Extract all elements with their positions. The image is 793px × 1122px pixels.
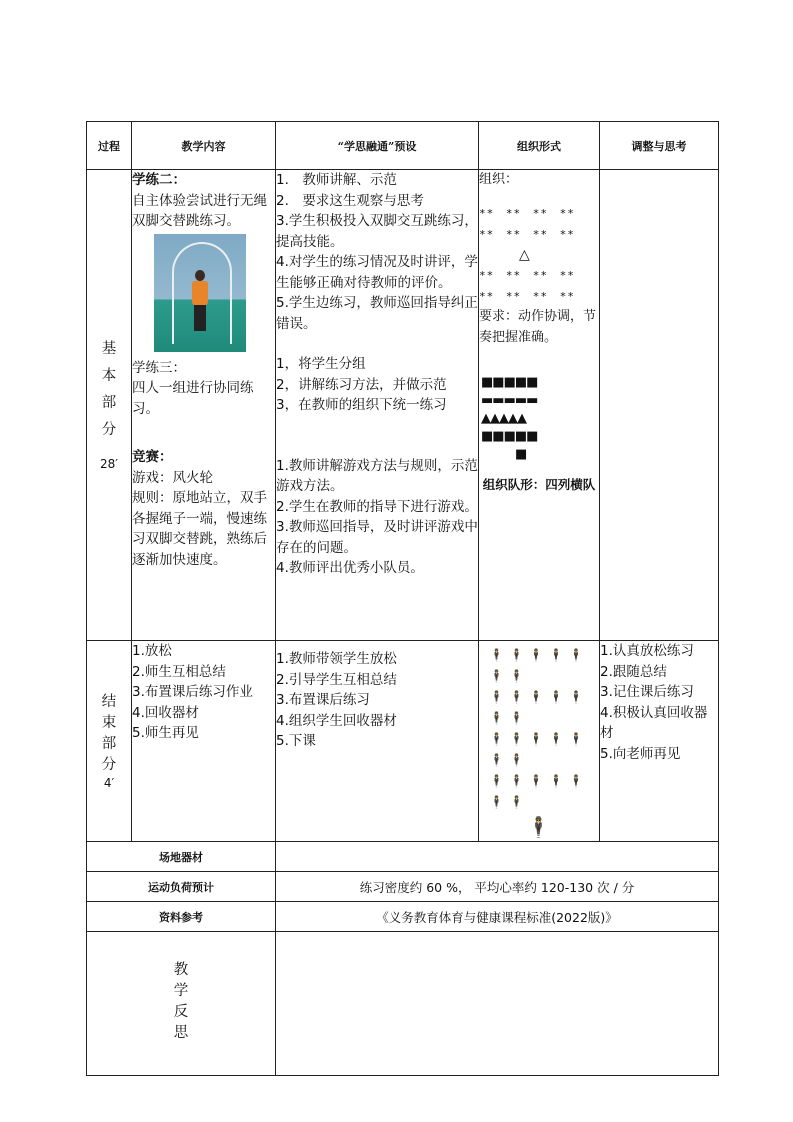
- end-preset-item: 1.教师带领学生放松: [276, 651, 397, 667]
- student-row: ** ** ** **: [479, 206, 575, 220]
- teacher-triangle-icon: △: [519, 246, 530, 263]
- end-section-row: [87, 641, 719, 842]
- end-organization-cell: [479, 641, 600, 842]
- basic-content-cell: [132, 170, 276, 641]
- organization-title: 组织：: [479, 172, 519, 187]
- end-reflection-cell: [600, 641, 719, 842]
- teaching-reflection-row: [87, 932, 719, 1076]
- load-value: 练习密度约 60 %， 平均心率约 120-130 次 / 分: [276, 872, 719, 902]
- practice3-desc: 四人一组进行协同练习。: [132, 380, 254, 417]
- end-item: 3.布置课后练习作业: [132, 684, 253, 700]
- game-name: 游戏：风火轮: [132, 469, 213, 486]
- label-char: 学: [173, 983, 189, 999]
- label-char: 结: [101, 694, 117, 710]
- end-preset-item: 3.布置课后练习: [276, 692, 370, 708]
- triangle-row-icon: ▲▲▲▲▲: [481, 411, 526, 426]
- basic-section-row: [87, 170, 719, 641]
- teaching-reflection-value: [276, 932, 719, 1076]
- end-reflection-item: 2.跟随总结: [600, 663, 667, 680]
- preset-item: 2. 要求这生观察与思考: [276, 192, 424, 209]
- student-row: ** ** ** **: [479, 227, 575, 241]
- teaching-reflection-label: [87, 932, 276, 1076]
- basic-section-label: [87, 170, 132, 641]
- game-rules: 规则：原地站立，双手各握绳子一端，慢速练习双脚交替跳，熟练后逐渐加快速度。: [132, 490, 267, 568]
- label-char: 基: [101, 341, 117, 357]
- label-char: 分: [101, 422, 117, 438]
- end-section-label: [87, 641, 132, 842]
- label-char: 反: [173, 1004, 189, 1020]
- label-char: 部: [101, 395, 117, 411]
- preset-item: 3.学生积极投入双脚交互跳练习，提高技能。: [276, 213, 478, 250]
- teacher-square-icon: ■: [515, 447, 528, 462]
- reference-value: 《义务教育体育与健康课程标准(2022版)》: [276, 902, 719, 932]
- basic-adjustment-cell: [600, 170, 719, 641]
- preset-item: 3.教师巡回指导，及时讲评游戏中存在的问题。: [276, 519, 478, 556]
- preset-item: 1. 教师讲解、示范: [276, 172, 397, 188]
- end-content-cell: [132, 641, 276, 842]
- basic-organization-cell: [479, 170, 600, 641]
- organization-requirement: 要求：动作协调，节奏把握准确。: [479, 309, 597, 345]
- preset-item: 5.学生边练习，教师巡回指导纠正错误。: [276, 295, 478, 332]
- preset-item: 4.教师评出优秀小队员。: [276, 560, 424, 576]
- person-row-icon: 🕴🕴🕴🕴🕴🕴🕴: [489, 774, 589, 809]
- venue-row: [87, 842, 719, 872]
- practice2-title: 学练二：: [132, 172, 186, 188]
- header-adjustment: 调整与思考: [600, 122, 719, 170]
- teacher-person-icon: 🕴: [526, 815, 551, 839]
- rope-jump-photo: [154, 234, 246, 352]
- end-reflection-item: 5.向老师再见: [600, 745, 681, 762]
- load-label: 运动负荷预计: [87, 872, 276, 902]
- preset-item: 1，将学生分组: [276, 356, 366, 372]
- label-char: 束: [101, 715, 117, 731]
- label-char: 教: [173, 962, 189, 978]
- label-char: 分: [101, 757, 117, 773]
- contest-title: 竞赛：: [132, 449, 173, 465]
- person-row-icon: 🕴🕴🕴🕴🕴🕴🕴: [489, 648, 589, 683]
- label-char: 思: [173, 1025, 189, 1041]
- header-row: [87, 122, 719, 170]
- end-reflection-item: 1.认真放松练习: [600, 643, 694, 659]
- end-preset-item: 2.引导学生互相总结: [276, 671, 397, 688]
- square-row-icon: ■■■■■: [481, 429, 538, 444]
- reference-row: [87, 902, 719, 932]
- students-formation: [479, 641, 599, 813]
- formation-diagram: [479, 374, 599, 464]
- header-content: 教学内容: [132, 122, 276, 170]
- basic-preset-cell: [276, 170, 479, 641]
- venue-label: 场地器材: [87, 842, 276, 872]
- label-char: 本: [101, 368, 117, 384]
- end-duration: 4′: [103, 776, 115, 790]
- end-preset-item: 5.下课: [276, 733, 316, 749]
- end-preset-cell: [276, 641, 479, 842]
- end-reflection-item: 3.记住课后练习: [600, 684, 694, 700]
- venue-value: [276, 842, 719, 872]
- end-item: 4.回收器材: [132, 704, 199, 721]
- load-row: [87, 872, 719, 902]
- header-preset: “学思融通”预设: [276, 122, 479, 170]
- header-organization: 组织形式: [479, 122, 600, 170]
- square-row-icon: ■■■■■: [481, 375, 538, 390]
- end-item: 1.放松: [132, 643, 172, 659]
- practice3-title: 学练三：: [132, 359, 186, 376]
- student-row: ** ** ** **: [479, 269, 575, 282]
- end-reflection-item: 4.积极认真回收器材: [600, 704, 708, 741]
- header-process: 过程: [87, 122, 132, 170]
- preset-item: 4.对学生的练习情况及时讲评，学生能够正确对待教师的评价。: [276, 254, 478, 291]
- basic-duration: 28′: [100, 457, 118, 471]
- end-preset-item: 4.组织学生回收器材: [276, 712, 397, 729]
- student-row: ** ** ** **: [479, 290, 575, 303]
- preset-item: 3，在教师的组织下统一练习: [276, 397, 447, 413]
- formation-label: 组织队形：四列横队: [482, 477, 596, 492]
- preset-item: 1.教师讲解游戏方法与规则，示范游戏方法。: [276, 457, 478, 494]
- lesson-plan-table: [86, 121, 719, 1076]
- bar-row-icon: ▬▬▬▬▬: [481, 393, 538, 408]
- practice2-desc: 自主体验尝试进行无绳双脚交替跳练习。: [132, 192, 267, 229]
- person-row-icon: 🕴🕴🕴🕴🕴🕴🕴: [489, 690, 589, 725]
- preset-item: 2，讲解练习方法，并做示范: [276, 376, 447, 393]
- label-char: 部: [101, 736, 117, 752]
- preset-item: 2.学生在教师的指导下进行游戏。: [276, 498, 478, 515]
- end-item: 5.师生再见: [132, 725, 199, 741]
- person-row-icon: 🕴🕴🕴🕴🕴🕴🕴: [489, 732, 589, 767]
- end-item: 2.师生互相总结: [132, 663, 226, 680]
- reference-label: 资料参考: [87, 902, 276, 932]
